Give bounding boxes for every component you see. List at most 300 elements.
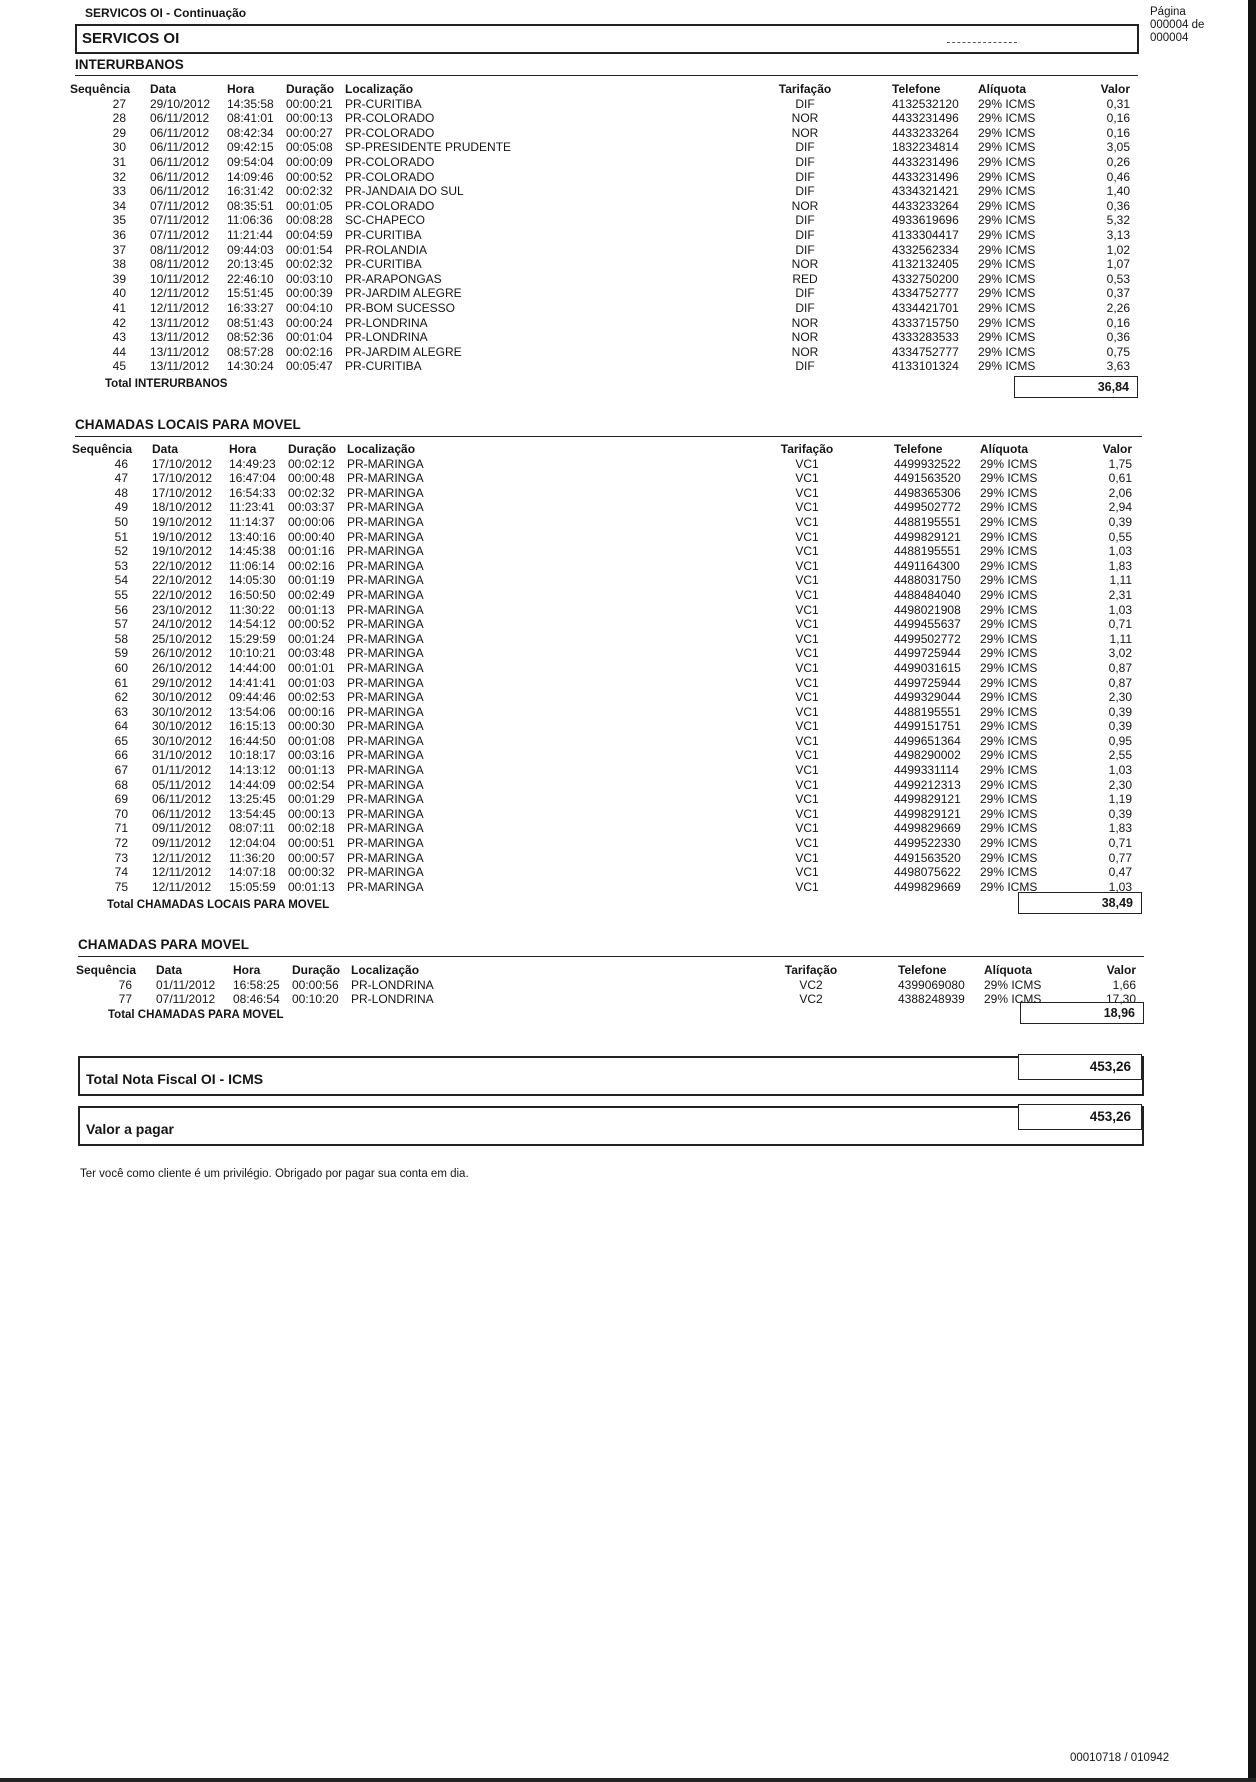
location-cell: PR-MARINGA bbox=[347, 865, 424, 880]
date-cell: 30/10/2012 bbox=[152, 733, 213, 748]
rate-cell: 29% ICMS bbox=[978, 227, 1036, 242]
table-row bbox=[72, 851, 1142, 866]
tariff-cell: VC1 bbox=[795, 763, 819, 778]
duration-cell: 00:03:48 bbox=[288, 646, 335, 661]
tariff-cell: VC1 bbox=[795, 660, 819, 675]
date-cell: 17/10/2012 bbox=[152, 471, 213, 486]
date-cell: 13/11/2012 bbox=[150, 359, 210, 374]
duration-cell: 00:00:06 bbox=[288, 514, 335, 529]
date-cell: 06/11/2012 bbox=[152, 806, 212, 821]
table-row bbox=[70, 272, 1140, 287]
table-row bbox=[72, 617, 1142, 632]
interurbanos-title: INTERURBANOS bbox=[75, 57, 184, 72]
duration-cell: 00:00:51 bbox=[288, 836, 335, 851]
table-row bbox=[72, 559, 1142, 574]
phone-cell: 4491563520 bbox=[894, 471, 961, 486]
seq-cell: 52 bbox=[114, 544, 128, 559]
table-row bbox=[72, 836, 1142, 851]
table-row bbox=[72, 486, 1142, 501]
phone-cell: 4499725944 bbox=[894, 646, 961, 661]
location-cell: PR-CURITIBA bbox=[345, 359, 422, 374]
tariff-cell: DIF bbox=[795, 154, 815, 169]
tariff-cell: NOR bbox=[791, 125, 819, 140]
rate-cell: 29% ICMS bbox=[978, 344, 1036, 359]
date-cell: 12/11/2012 bbox=[152, 879, 212, 894]
section-title: SERVICOS OI bbox=[82, 30, 180, 47]
rate-cell: 29% ICMS bbox=[980, 865, 1038, 880]
value-cell: 0,71 bbox=[1108, 836, 1132, 851]
value-cell: 0,75 bbox=[1106, 344, 1130, 359]
rate-cell: 29% ICMS bbox=[980, 763, 1038, 778]
seq-cell: 53 bbox=[114, 558, 128, 573]
phone-cell: 4499455637 bbox=[894, 617, 961, 632]
value-cell: 1,66 bbox=[1112, 977, 1136, 992]
value-cell: 0,77 bbox=[1108, 850, 1132, 865]
phone-cell: 4334752777 bbox=[892, 344, 959, 359]
value-cell: 0,31 bbox=[1106, 96, 1130, 111]
phone-cell: 4499502772 bbox=[894, 631, 961, 646]
time-cell: 11:21:44 bbox=[227, 227, 273, 242]
duration-cell: 00:00:16 bbox=[288, 704, 335, 719]
time-cell: 08:52:36 bbox=[227, 330, 274, 345]
location-cell: PR-MARINGA bbox=[347, 660, 424, 675]
date-cell: 09/11/2012 bbox=[152, 836, 212, 851]
interurbanos-total-value: 36,84 bbox=[1014, 376, 1138, 398]
location-cell: PR-MARINGA bbox=[347, 456, 424, 471]
tariff-cell: VC1 bbox=[795, 617, 819, 632]
tariff-cell: DIF bbox=[795, 140, 815, 155]
location-cell: PR-MARINGA bbox=[347, 690, 424, 705]
tariff-cell: VC2 bbox=[799, 992, 823, 1007]
date-cell: 06/11/2012 bbox=[152, 792, 212, 807]
date-cell: 06/11/2012 bbox=[150, 154, 210, 169]
table-row bbox=[72, 676, 1142, 691]
rate-cell: 29% ICMS bbox=[978, 330, 1036, 345]
time-cell: 14:44:00 bbox=[229, 660, 276, 675]
location-cell: PR-COLORADO bbox=[345, 125, 435, 140]
location-cell: PR-MARINGA bbox=[347, 836, 424, 851]
value-cell: 1,07 bbox=[1106, 257, 1130, 272]
rate-cell: 29% ICMS bbox=[980, 660, 1038, 675]
rate-cell: 29% ICMS bbox=[980, 471, 1038, 486]
date-cell: 19/10/2012 bbox=[152, 514, 213, 529]
table-row bbox=[70, 155, 1140, 170]
location-cell: PR-COLORADO bbox=[345, 154, 435, 169]
location-cell: SP-PRESIDENTE PRUDENTE bbox=[345, 140, 512, 155]
table-row bbox=[72, 544, 1142, 559]
phone-cell: 4388248939 bbox=[898, 992, 965, 1007]
rate-cell: 29% ICMS bbox=[978, 271, 1036, 286]
valor-a-pagar-label: Valor a pagar bbox=[86, 1121, 174, 1137]
duration-cell: 00:01:01 bbox=[288, 660, 335, 675]
table-row bbox=[76, 978, 1146, 993]
scan-edge-bottom bbox=[0, 1778, 1256, 1782]
value-cell: 0,87 bbox=[1108, 675, 1132, 690]
seq-cell: 64 bbox=[114, 719, 128, 734]
value-cell: 1,03 bbox=[1108, 602, 1132, 617]
scan-edge-right bbox=[1248, 0, 1256, 1782]
location-cell: PR-MARINGA bbox=[347, 719, 424, 734]
seq-cell: 59 bbox=[114, 646, 128, 661]
date-cell: 30/10/2012 bbox=[152, 690, 213, 705]
time-cell: 16:54:33 bbox=[229, 485, 276, 500]
phone-cell: 4132132405 bbox=[892, 257, 959, 272]
table-row bbox=[76, 992, 1146, 1007]
seq-cell: 70 bbox=[114, 806, 128, 821]
time-cell: 08:51:43 bbox=[227, 315, 274, 330]
tariff-cell: Tarifação bbox=[784, 963, 838, 977]
table-row bbox=[70, 140, 1140, 155]
date-cell: 08/11/2012 bbox=[150, 257, 210, 272]
tariff-cell: DIF bbox=[795, 242, 815, 257]
location-cell: PR-MARINGA bbox=[347, 806, 424, 821]
nota-fiscal-total-box bbox=[78, 1056, 1144, 1096]
page-total: 000004 bbox=[1150, 32, 1189, 44]
time-cell: 13:25:45 bbox=[229, 792, 276, 807]
time-cell: 20:13:45 bbox=[227, 257, 274, 272]
table-row bbox=[70, 126, 1140, 141]
date-cell: 26/10/2012 bbox=[152, 660, 213, 675]
location-cell: PR-MARINGA bbox=[347, 704, 424, 719]
rate-cell: 29% ICMS bbox=[980, 500, 1038, 515]
tariff-cell: DIF bbox=[795, 169, 815, 184]
location-cell: PR-MARINGA bbox=[347, 879, 424, 894]
location-cell: PR-MARINGA bbox=[347, 471, 424, 486]
location-cell: PR-MARINGA bbox=[347, 777, 424, 792]
phone-cell: 4433233264 bbox=[892, 125, 959, 140]
date-cell: 31/10/2012 bbox=[152, 748, 213, 763]
duration-cell: 00:01:16 bbox=[288, 544, 335, 559]
value-cell: 0,39 bbox=[1108, 806, 1132, 821]
table-row bbox=[72, 821, 1142, 836]
rate-cell: 29% ICMS bbox=[980, 850, 1038, 865]
time-cell: 08:07:11 bbox=[229, 821, 275, 836]
tariff-cell: NOR bbox=[791, 315, 819, 330]
phone-cell: 4333715750 bbox=[892, 315, 959, 330]
duration-cell: 00:00:52 bbox=[288, 617, 335, 632]
date-cell: 29/10/2012 bbox=[152, 675, 213, 690]
page-number: 000004 de bbox=[1150, 19, 1205, 31]
seq-cell: 73 bbox=[114, 850, 128, 865]
value-cell: 0,61 bbox=[1108, 471, 1132, 486]
phone-cell: 4498021908 bbox=[894, 602, 961, 617]
duration-cell: 00:01:54 bbox=[286, 242, 333, 257]
duration-cell: 00:10:20 bbox=[292, 992, 339, 1007]
time-cell: 16:47:04 bbox=[229, 471, 276, 486]
phone-cell: 4133101324 bbox=[892, 359, 959, 374]
date-cell: 22/10/2012 bbox=[152, 573, 213, 588]
tariff-cell: VC1 bbox=[795, 471, 819, 486]
seq-cell: 38 bbox=[112, 257, 126, 272]
rate-cell: 29% ICMS bbox=[980, 675, 1038, 690]
duration-cell: 00:01:05 bbox=[286, 198, 333, 213]
movel-total-label: Total CHAMADAS PARA MOVEL bbox=[108, 1009, 284, 1021]
time-cell: 14:07:18 bbox=[229, 865, 276, 880]
tariff-cell: VC1 bbox=[795, 777, 819, 792]
duration-cell: 00:01:13 bbox=[288, 602, 335, 617]
rate-cell: 29% ICMS bbox=[980, 777, 1038, 792]
tariff-cell: VC1 bbox=[795, 514, 819, 529]
location-cell: PR-MARINGA bbox=[347, 587, 424, 602]
continuation-heading: SERVICOS OI - Continuação bbox=[85, 6, 247, 20]
rate-cell: 29% ICMS bbox=[980, 719, 1038, 734]
time-cell: 14:30:24 bbox=[227, 359, 274, 374]
time-cell: Hora bbox=[229, 442, 257, 456]
tariff-cell: VC1 bbox=[795, 792, 819, 807]
seq-cell: 42 bbox=[112, 315, 126, 330]
time-cell: 08:42:34 bbox=[227, 125, 274, 140]
document-code: 00010718 / 010942 bbox=[1070, 1752, 1170, 1764]
duration-cell: 00:05:47 bbox=[286, 359, 333, 374]
phone-cell: 4498365306 bbox=[894, 485, 961, 500]
seq-cell: 72 bbox=[114, 836, 128, 851]
rate-cell: 29% ICMS bbox=[978, 300, 1036, 315]
value-cell: 17,30 bbox=[1105, 992, 1136, 1007]
table-row bbox=[70, 257, 1140, 272]
duration-cell: 00:00:30 bbox=[288, 719, 335, 734]
tariff-cell: RED bbox=[792, 271, 818, 286]
table-row bbox=[70, 301, 1140, 316]
date-cell: 01/11/2012 bbox=[156, 977, 216, 992]
duration-cell: 00:02:32 bbox=[286, 184, 333, 199]
seq-cell: 41 bbox=[112, 300, 126, 315]
date-cell: Data bbox=[156, 963, 183, 977]
seq-cell: 75 bbox=[114, 879, 128, 894]
seq-cell: 57 bbox=[114, 617, 128, 632]
value-cell: 2,94 bbox=[1108, 500, 1132, 515]
rate-cell: 29% ICMS bbox=[980, 806, 1038, 821]
rate-cell: 29% ICMS bbox=[980, 879, 1038, 894]
seq-cell: 69 bbox=[114, 792, 128, 807]
phone-cell: 4933619696 bbox=[892, 213, 959, 228]
phone-cell: 4491563520 bbox=[894, 850, 961, 865]
location-cell: PR-JANDAIA DO SUL bbox=[345, 184, 464, 199]
phone-cell: 4334421701 bbox=[892, 300, 959, 315]
table-row bbox=[72, 573, 1142, 588]
rate-cell: 29% ICMS bbox=[980, 587, 1038, 602]
tariff-cell: VC1 bbox=[795, 836, 819, 851]
phone-cell: 4488195551 bbox=[894, 544, 961, 559]
nota-fiscal-total-label: Total Nota Fiscal OI - ICMS bbox=[86, 1071, 264, 1087]
location-cell: PR-CURITIBA bbox=[345, 257, 422, 272]
duration-cell: 00:01:19 bbox=[288, 573, 335, 588]
duration-cell: 00:00:13 bbox=[288, 806, 335, 821]
tariff-cell: VC1 bbox=[795, 690, 819, 705]
table-row bbox=[72, 807, 1142, 822]
duration-cell: 00:00:24 bbox=[286, 315, 333, 330]
duration-cell: 00:02:32 bbox=[286, 257, 333, 272]
page-indicator bbox=[1150, 6, 1204, 45]
phone-cell: 4499031615 bbox=[894, 660, 961, 675]
date-cell: 12/11/2012 bbox=[152, 850, 212, 865]
time-cell: 11:14:37 bbox=[229, 514, 275, 529]
tariff-cell: DIF bbox=[795, 184, 815, 199]
seq-cell: 50 bbox=[114, 514, 128, 529]
rate-cell: 29% ICMS bbox=[978, 154, 1036, 169]
value-cell: 3,13 bbox=[1106, 227, 1130, 242]
rate-cell: 29% ICMS bbox=[980, 690, 1038, 705]
location-cell: PR-MARINGA bbox=[347, 821, 424, 836]
seq-cell: Sequência bbox=[76, 963, 137, 977]
rate-cell: Alíquota bbox=[980, 442, 1028, 456]
rate-cell: 29% ICMS bbox=[978, 140, 1036, 155]
seq-cell: 48 bbox=[114, 485, 128, 500]
duration-cell: 00:04:10 bbox=[286, 300, 333, 315]
date-cell: 13/11/2012 bbox=[150, 330, 210, 345]
tariff-cell: VC1 bbox=[795, 850, 819, 865]
seq-cell: 62 bbox=[114, 690, 128, 705]
time-cell: 09:44:03 bbox=[227, 242, 274, 257]
time-cell: 08:46:54 bbox=[233, 992, 280, 1007]
tariff-cell: DIF bbox=[795, 213, 815, 228]
phone-cell: Telefone bbox=[894, 442, 943, 456]
seq-cell: Sequência bbox=[70, 82, 131, 96]
date-cell: 07/11/2012 bbox=[150, 198, 210, 213]
rate-cell: 29% ICMS bbox=[980, 821, 1038, 836]
location-cell: PR-MARINGA bbox=[347, 485, 424, 500]
seq-cell: 32 bbox=[112, 169, 126, 184]
rate-cell: 29% ICMS bbox=[980, 602, 1038, 617]
duration-cell: 00:00:27 bbox=[286, 125, 333, 140]
tariff-cell: DIF bbox=[795, 286, 815, 301]
location-cell: PR-MARINGA bbox=[347, 514, 424, 529]
value-cell: 3,63 bbox=[1106, 359, 1130, 374]
table-row bbox=[70, 330, 1140, 345]
seq-cell: 60 bbox=[114, 660, 128, 675]
rate-cell: Alíquota bbox=[978, 82, 1026, 96]
table-row bbox=[72, 457, 1142, 472]
seq-cell: 39 bbox=[112, 271, 126, 286]
tariff-cell: VC1 bbox=[795, 573, 819, 588]
location-cell: PR-JARDIM ALEGRE bbox=[345, 344, 462, 359]
duration-cell: 00:04:59 bbox=[286, 227, 333, 242]
table-row bbox=[70, 97, 1140, 112]
tariff-cell: VC1 bbox=[795, 587, 819, 602]
seq-cell: 47 bbox=[114, 471, 128, 486]
rate-cell: 29% ICMS bbox=[980, 704, 1038, 719]
table-row bbox=[72, 748, 1142, 763]
tariff-cell: VC1 bbox=[795, 500, 819, 515]
tariff-cell: VC1 bbox=[795, 558, 819, 573]
tariff-cell: Tarifação bbox=[780, 442, 834, 456]
seq-cell: 36 bbox=[112, 227, 126, 242]
interurbanos-rule bbox=[75, 75, 1138, 76]
seq-cell: 34 bbox=[112, 198, 126, 213]
seq-cell: Sequência bbox=[72, 442, 133, 456]
time-cell: 11:36:20 bbox=[229, 850, 275, 865]
table-row bbox=[72, 632, 1142, 647]
rate-cell: 29% ICMS bbox=[980, 529, 1038, 544]
time-cell: 13:54:45 bbox=[229, 806, 276, 821]
value-cell: 1,40 bbox=[1106, 184, 1130, 199]
scan-mark bbox=[947, 42, 1017, 44]
value-cell: Valor bbox=[1102, 442, 1132, 456]
tariff-cell: VC1 bbox=[795, 748, 819, 763]
phone-cell: 4332562334 bbox=[892, 242, 959, 257]
tariff-cell: VC1 bbox=[795, 821, 819, 836]
location-cell: PR-COLORADO bbox=[345, 198, 435, 213]
duration-cell: 00:02:49 bbox=[288, 587, 335, 602]
value-cell: 0,16 bbox=[1106, 125, 1130, 140]
location-cell: PR-MARINGA bbox=[347, 602, 424, 617]
seq-cell: 45 bbox=[112, 359, 126, 374]
duration-cell: 00:00:48 bbox=[288, 471, 335, 486]
time-cell: 13:54:06 bbox=[229, 704, 276, 719]
time-cell: 16:50:50 bbox=[229, 587, 276, 602]
duration-cell: 00:01:04 bbox=[286, 330, 333, 345]
location-cell: PR-COLORADO bbox=[345, 169, 435, 184]
date-cell: 13/11/2012 bbox=[150, 344, 210, 359]
rate-cell: 29% ICMS bbox=[980, 485, 1038, 500]
phone-cell: 4334752777 bbox=[892, 286, 959, 301]
tariff-cell: VC1 bbox=[795, 529, 819, 544]
seq-cell: 51 bbox=[114, 529, 128, 544]
time-cell: 15:05:59 bbox=[229, 879, 276, 894]
value-cell: 0,87 bbox=[1108, 660, 1132, 675]
table-row bbox=[72, 880, 1142, 895]
seq-cell: 54 bbox=[114, 573, 128, 588]
table-row bbox=[70, 228, 1140, 243]
value-cell: Valor bbox=[1106, 963, 1136, 977]
value-cell: Valor bbox=[1100, 82, 1130, 96]
seq-cell: 74 bbox=[114, 865, 128, 880]
date-cell: 12/11/2012 bbox=[150, 300, 210, 315]
phone-cell: 4499829669 bbox=[894, 879, 961, 894]
date-cell: 30/10/2012 bbox=[152, 719, 213, 734]
phone-cell: 4433231496 bbox=[892, 154, 959, 169]
rate-cell: 29% ICMS bbox=[980, 733, 1038, 748]
tariff-cell: VC1 bbox=[795, 879, 819, 894]
value-cell: 3,05 bbox=[1106, 140, 1130, 155]
tariff-cell: VC1 bbox=[795, 704, 819, 719]
date-cell: 06/11/2012 bbox=[150, 184, 210, 199]
table-row bbox=[70, 184, 1140, 199]
date-cell: 01/11/2012 bbox=[152, 763, 212, 778]
tariff-cell: NOR bbox=[791, 330, 819, 345]
phone-cell: 4499725944 bbox=[894, 675, 961, 690]
location-cell: PR-LONDRINA bbox=[351, 977, 434, 992]
table-row bbox=[72, 661, 1142, 676]
date-cell: 08/11/2012 bbox=[150, 242, 210, 257]
seq-cell: 30 bbox=[112, 140, 126, 155]
time-cell: 10:18:17 bbox=[229, 748, 276, 763]
time-cell: 16:58:25 bbox=[233, 977, 280, 992]
phone-cell: 4399069080 bbox=[898, 977, 965, 992]
phone-cell: 4498290002 bbox=[894, 748, 961, 763]
date-cell: 10/11/2012 bbox=[150, 271, 210, 286]
location-cell: PR-MARINGA bbox=[347, 573, 424, 588]
duration-cell: 00:00:56 bbox=[292, 977, 339, 992]
seq-cell: 28 bbox=[112, 111, 126, 126]
table-row bbox=[72, 588, 1142, 603]
tariff-cell: NOR bbox=[791, 344, 819, 359]
table-row bbox=[72, 646, 1142, 661]
table-row bbox=[72, 705, 1142, 720]
phone-cell: Telefone bbox=[892, 82, 941, 96]
date-cell: 07/11/2012 bbox=[150, 213, 210, 228]
time-cell: 22:46:10 bbox=[227, 271, 274, 286]
duration-cell: 00:02:54 bbox=[288, 777, 335, 792]
table-row bbox=[70, 199, 1140, 214]
value-cell: 3,02 bbox=[1108, 646, 1132, 661]
table-row bbox=[70, 345, 1140, 360]
location-cell: PR-JARDIM ALEGRE bbox=[345, 286, 462, 301]
tariff-cell: VC1 bbox=[795, 865, 819, 880]
table-row bbox=[72, 690, 1142, 705]
table-row bbox=[72, 500, 1142, 515]
rate-cell: 29% ICMS bbox=[980, 792, 1038, 807]
phone-cell: 4491164300 bbox=[894, 558, 960, 573]
